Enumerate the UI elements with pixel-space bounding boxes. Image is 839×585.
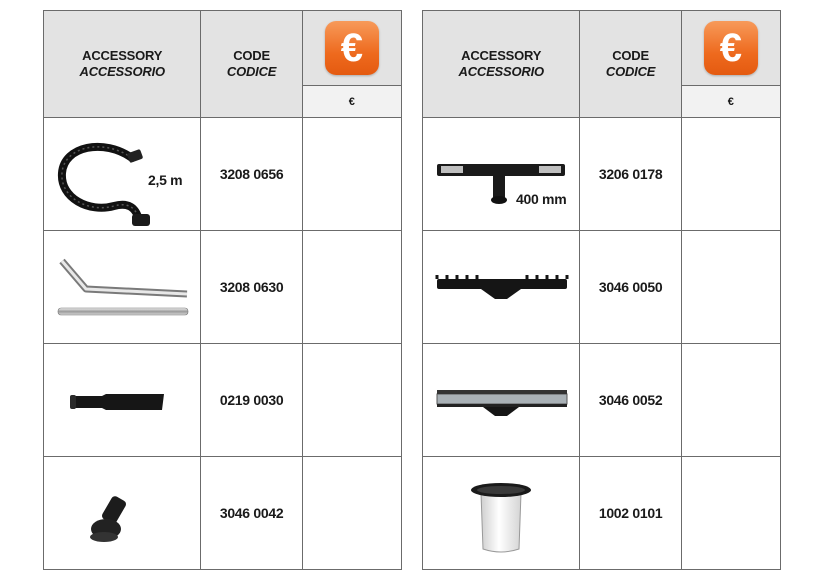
price-cell: [302, 231, 401, 344]
price-cell: [302, 118, 401, 231]
accessory-image-cell: [423, 457, 580, 570]
code-cell: 1002 0101: [580, 457, 681, 570]
table-row: [44, 344, 402, 457]
code-cell: 0219 0030: [201, 344, 302, 457]
table-row: [423, 457, 781, 570]
accessorio-label: ACCESSORIO: [79, 64, 165, 79]
accessory-header: [44, 11, 201, 118]
accessory-header: [423, 11, 580, 118]
price-header: [681, 11, 780, 86]
round-brush-icon: [44, 457, 201, 569]
accessory-image-cell: [44, 231, 201, 344]
extension-tubes-icon: [44, 231, 201, 343]
accessory-table-left: [43, 10, 402, 570]
accessory-image-cell: [44, 457, 201, 570]
accessory-image-cell: [423, 231, 580, 344]
filter-bag-icon: [423, 457, 580, 569]
accessory-image-cell: [44, 118, 201, 231]
accessory-image-cell: [423, 344, 580, 457]
euro-icon: €: [704, 21, 758, 75]
table-row: [423, 118, 781, 231]
accessory-image-cell: [44, 344, 201, 457]
price-currency-label: €: [681, 86, 780, 118]
squeegee-black-icon: [423, 231, 580, 343]
code-label: CODE: [612, 48, 649, 63]
code-cell: 3208 0656: [201, 118, 302, 231]
accessory-table-right: [422, 10, 781, 570]
price-cell: [681, 344, 780, 457]
code-header: [201, 11, 302, 118]
table-row: [44, 231, 402, 344]
price-cell: [302, 457, 401, 570]
squeegee-grey-icon: [423, 344, 580, 456]
code-cell: 3208 0630: [201, 231, 302, 344]
codice-label: CODICE: [605, 64, 656, 79]
accessorio-label: ACCESSORIO: [458, 64, 544, 79]
table-header-row: [423, 11, 781, 86]
code-cell: 3206 0178: [580, 118, 681, 231]
code-cell: 3046 0042: [201, 457, 302, 570]
accessory-label: ACCESSORY: [461, 48, 542, 63]
table-row: [44, 118, 402, 231]
price-cell: [681, 457, 780, 570]
accessory-label: ACCESSORY: [82, 48, 163, 63]
euro-icon: €: [325, 21, 379, 75]
crevice-nozzle-icon: [44, 344, 201, 456]
price-cell: [302, 344, 401, 457]
code-label: CODE: [233, 48, 270, 63]
price-cell: [681, 231, 780, 344]
codice-label: CODICE: [226, 64, 277, 79]
accessory-image-cell: [423, 118, 580, 231]
code-cell: 3046 0050: [580, 231, 681, 344]
price-cell: [681, 118, 780, 231]
table-row: [44, 457, 402, 570]
code-header: [580, 11, 681, 118]
price-currency-label: €: [302, 86, 401, 118]
price-header: [302, 11, 401, 86]
table-header-row: [44, 11, 402, 86]
floor-tool-width-label: 400 mm: [516, 191, 567, 207]
table-row: [423, 231, 781, 344]
code-cell: 3046 0052: [580, 344, 681, 457]
table-row: [423, 344, 781, 457]
floor-tool-icon: [423, 118, 580, 230]
hose-length-label: 2,5 m: [148, 172, 183, 188]
